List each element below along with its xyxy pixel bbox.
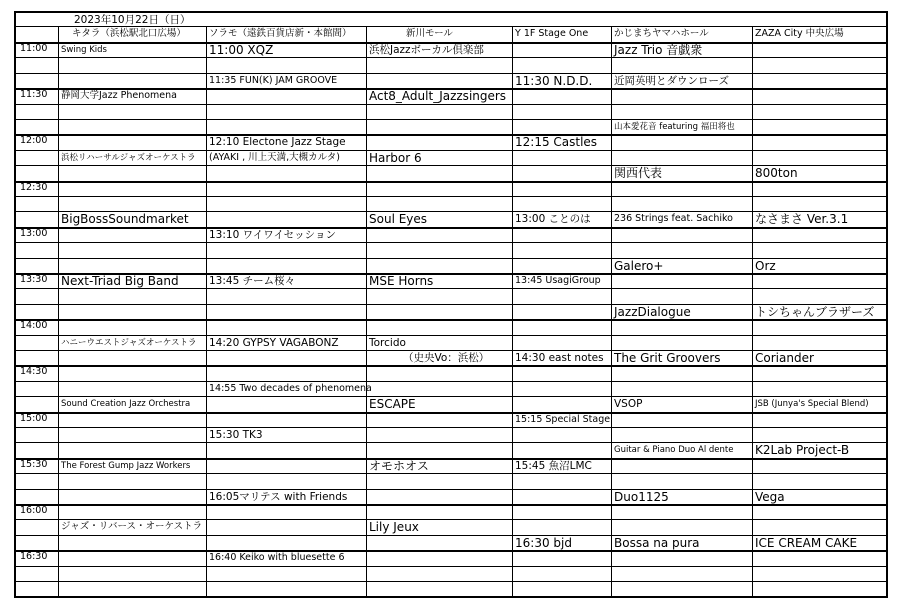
performance-entry: Sound Creation Jazz Orchestra [61,399,191,410]
row-divider [14,581,886,582]
performance-entry: 16:05マリテス with Friends [209,490,348,503]
column-header: かじまちヤマハホール [614,28,709,39]
performance-entry: オモホオス [369,458,429,473]
column-header: 新川モール [406,28,453,39]
performance-entry: トシちゃんブラザーズ [755,304,875,319]
performance-entry: Soul Eyes [369,212,428,227]
column-divider [206,26,207,598]
performance-entry: 静岡大学Jazz Phenomena [61,90,177,102]
performance-entry: 16:30 bjd [515,535,572,550]
row-divider [14,550,886,552]
performance-entry: 近岡英明とダウンローズ [614,74,729,87]
column-divider [886,11,888,598]
performance-entry: 関西代表 [614,166,663,181]
schedule-table [14,11,886,598]
row-divider [14,134,886,136]
time-label: 14:30 [20,366,48,378]
performance-entry: 11:30 N.D.D. [515,73,593,88]
performance-entry: Harbor 6 [369,150,422,165]
row-divider [14,104,886,105]
performance-entry: Coriander [755,351,814,365]
time-label: 12:00 [20,135,48,147]
row-divider [14,319,886,321]
performance-entry: BigBossSoundmarket [61,212,189,227]
performance-entry: ICE CREAM CAKE [755,535,858,550]
time-label: 16:30 [20,551,48,563]
performance-entry: 800ton [755,166,798,181]
row-divider [14,504,886,506]
row-divider [14,242,886,243]
performance-entry: 14:30 east notes [515,352,604,364]
column-divider [58,26,59,598]
performance-entry: 15:45 魚沼LMC [515,459,592,472]
column-header: キタラ（浜松駅北口広場） [72,28,186,39]
time-label: 13:00 [20,227,48,239]
performance-entry: 14:20 GYPSY VAGABONZ [209,336,339,349]
date-header: 2023年10月22日（日） [74,14,191,26]
performance-entry: 浜松Jazzボーカル倶楽部 [369,44,484,56]
row-divider [14,26,886,27]
performance-entry: K2Lab Project-B [755,443,850,458]
performance-entry: 16:40 Keiko with bluesette 6 [209,552,345,564]
row-divider [14,119,886,120]
performance-entry: VSOP [614,398,643,411]
column-divider [611,26,612,598]
row-divider [14,57,886,58]
performance-entry: Swing Kids [61,45,107,55]
time-label: 11:00 [20,43,48,54]
column-divider [752,26,753,598]
performance-entry: Lily Jeux [369,520,419,535]
performance-entry: MSE Horns [369,274,434,288]
performance-entry: ハニーウエストジャズオーケストラ [61,337,197,348]
row-divider [14,365,886,367]
column-header: ZAZA City 中央広場 [755,28,844,39]
row-divider [14,427,886,428]
performance-entry: The Forest Gump Jazz Workers [61,460,191,471]
performance-entry: 13:00 ことのは [515,213,591,226]
performance-entry: 15:15 Special Stage [515,413,611,425]
time-label: 11:30 [20,89,48,101]
performance-entry: 11:35 FUN(K) JAM GROOVE [209,74,338,86]
performance-entry: 14:55 Two decades of phenomena [209,382,372,394]
performance-entry: Duo1125 [614,489,669,504]
row-divider [14,566,886,567]
performance-entry: JazzDialogue [614,304,691,319]
row-divider [14,473,886,474]
performance-entry: Act8_Adult_Jazzsingers [369,89,507,104]
row-divider [14,227,886,229]
performance-entry: （史央Vo：浜松） [403,352,490,364]
performance-entry: ESCAPE [369,397,416,412]
row-divider [14,196,886,197]
column-divider [366,26,367,598]
performance-entry: 浜松リハーサルジャズオーケストラ [61,152,196,163]
row-divider [14,412,886,414]
performance-entry: Guitar & Piano Duo Al dente [614,445,734,456]
column-divider [512,26,513,598]
column-header: ソラモ（遠鉄百貨店新・本館間） [209,28,352,39]
column-header: Y 1F Stage One [515,28,589,39]
performance-entry: JSB (Junya's Special Blend) [755,399,869,410]
performance-entry: 11:00 XQZ [209,43,274,57]
performance-entry: Galero+ [614,258,664,273]
time-label: 15:30 [20,458,48,470]
time-label: 16:00 [20,505,48,516]
performance-entry: Jazz Trio 音戯衆 [614,43,703,57]
performance-entry: 12:10 Electone Jazz Stage [209,136,346,149]
performance-entry: 15:30 TK3 [209,429,263,441]
performance-entry: 13:10 ワイワイセッション [209,228,336,241]
performance-entry: 236 Strings feat. Sachiko [614,213,733,225]
performance-entry: The Grit Groovers [614,351,721,365]
row-divider [14,181,886,183]
performance-entry: (AYAKI , 川上天満,大槻カルタ) [209,151,340,163]
row-divider [14,73,886,74]
performance-entry: 12:15 Castles [515,135,598,150]
row-divider [14,11,886,13]
performance-entry: Orz [755,258,776,273]
time-label: 13:30 [20,274,48,285]
performance-entry: Next-Triad Big Band [61,274,179,288]
time-label: 14:00 [20,320,48,332]
performance-entry: Bossa na pura [614,535,700,550]
time-label: 15:00 [20,412,48,424]
performance-entry: なさまさ Ver.3.1 [755,212,849,227]
row-divider [14,288,886,289]
performance-entry: 13:45 UsagiGroup [515,275,601,286]
row-divider [14,381,886,382]
performance-entry: 山本愛花音 featuring 福田将也 [614,122,735,132]
performance-entry: ジャズ・リバース・オーケストラ [61,521,203,533]
performance-entry: Vega [755,489,785,504]
time-label: 12:30 [20,181,48,193]
performance-entry: 13:45 チーム桜々 [209,275,296,287]
row-divider [14,596,886,598]
performance-entry: Torcido [369,336,406,349]
